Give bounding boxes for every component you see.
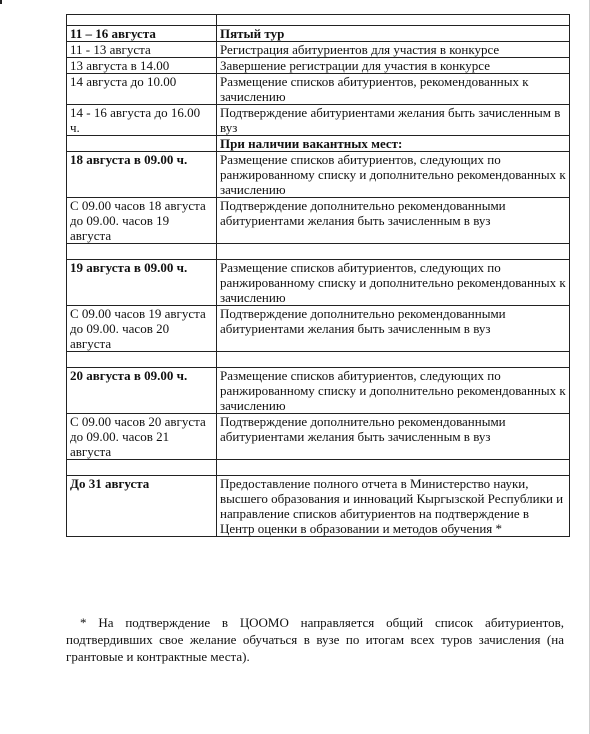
event-cell: Подтверждение абитуриентами желания быть зачисленным в вуз: [217, 105, 570, 136]
date-cell: 14 августа до 10.00: [67, 74, 217, 105]
table-row: [67, 105, 570, 136]
event-cell: Предоставление полного отчета в Министерство науки, высшего образования и инноваций Кыргызской Республики и направление списков абитуриентов на подтверждение в Центр оценки в образовании и методов обучения *: [217, 476, 570, 537]
table-row: [67, 136, 570, 152]
date-cell: С 09.00 часов 18 августа до 09.00. часов 19 августа: [67, 198, 217, 244]
table-spacer-row: [67, 244, 570, 260]
table-row: [67, 368, 570, 414]
event-cell: Размещение списков абитуриентов, рекомендованных к зачислению: [217, 74, 570, 105]
date-cell: С 09.00 часов 19 августа до 09.00. часов 20 августа: [67, 306, 217, 352]
event-cell: Размещение списков абитуриентов, следующих по ранжированному списку и дополнительно рекомендованных к зачислению: [217, 368, 570, 414]
table-cell: [217, 460, 570, 476]
event-cell: Размещение списков абитуриентов, следующих по ранжированному списку и дополнительно рекомендованных к зачислению: [217, 152, 570, 198]
table-row: [67, 152, 570, 198]
table-cell: [67, 460, 217, 476]
table-spacer-row: [67, 15, 570, 26]
event-cell: Размещение списков абитуриентов, следующих по ранжированному списку и дополнительно рекомендованных к зачислению: [217, 260, 570, 306]
date-cell: 11 - 13 августа: [67, 42, 217, 58]
event-cell: При наличии вакантных мест:: [217, 136, 570, 152]
table-cell: [217, 15, 570, 26]
footnote: * На подтверждение в ЦООМО направляется общий список абитуриентов, подтвердивших свое желание обучаться в вузе по итогам всех туров зачисления (на грантовые и контрактные места).: [66, 615, 564, 664]
table-cell: [67, 352, 217, 368]
date-cell: С 09.00 часов 20 августа до 09.00. часов 21 августа: [67, 414, 217, 460]
event-cell: Подтверждение дополнительно рекомендованными абитуриентами желания быть зачисленным в вуз: [217, 198, 570, 244]
table-cell: [67, 15, 217, 26]
date-cell: [67, 136, 217, 152]
table-cell: [217, 352, 570, 368]
table-row: [67, 58, 570, 74]
date-cell: 20 августа в 09.00 ч.: [67, 368, 217, 414]
event-cell: Пятый тур: [217, 26, 570, 42]
table-cell: [217, 244, 570, 260]
table-row: [67, 26, 570, 42]
admission-schedule-table: [66, 14, 570, 537]
date-cell: До 31 августа: [67, 476, 217, 537]
table-row: [67, 414, 570, 460]
date-cell: 19 августа в 09.00 ч.: [67, 260, 217, 306]
table-cell: [67, 244, 217, 260]
event-cell: Завершение регистрации для участия в конкурсе: [217, 58, 570, 74]
table-spacer-row: [67, 460, 570, 476]
table-row: [67, 42, 570, 58]
date-cell: 13 августа в 14.00: [67, 58, 217, 74]
date-cell: 18 августа в 09.00 ч.: [67, 152, 217, 198]
date-cell: 11 – 16 августа: [67, 26, 217, 42]
table-row: [67, 260, 570, 306]
scan-edge-mark: [0, 0, 2, 4]
event-cell: Подтверждение дополнительно рекомендованными абитуриентами желания быть зачисленным в вуз: [217, 414, 570, 460]
event-cell: Регистрация абитуриентов для участия в конкурсе: [217, 42, 570, 58]
table-spacer-row: [67, 352, 570, 368]
table-row: [67, 476, 570, 537]
table-row: [67, 198, 570, 244]
table-row: [67, 306, 570, 352]
date-cell: 14 - 16 августа до 16.00 ч.: [67, 105, 217, 136]
event-cell: Подтверждение дополнительно рекомендованными абитуриентами желания быть зачисленным в вуз: [217, 306, 570, 352]
table-row: [67, 74, 570, 105]
